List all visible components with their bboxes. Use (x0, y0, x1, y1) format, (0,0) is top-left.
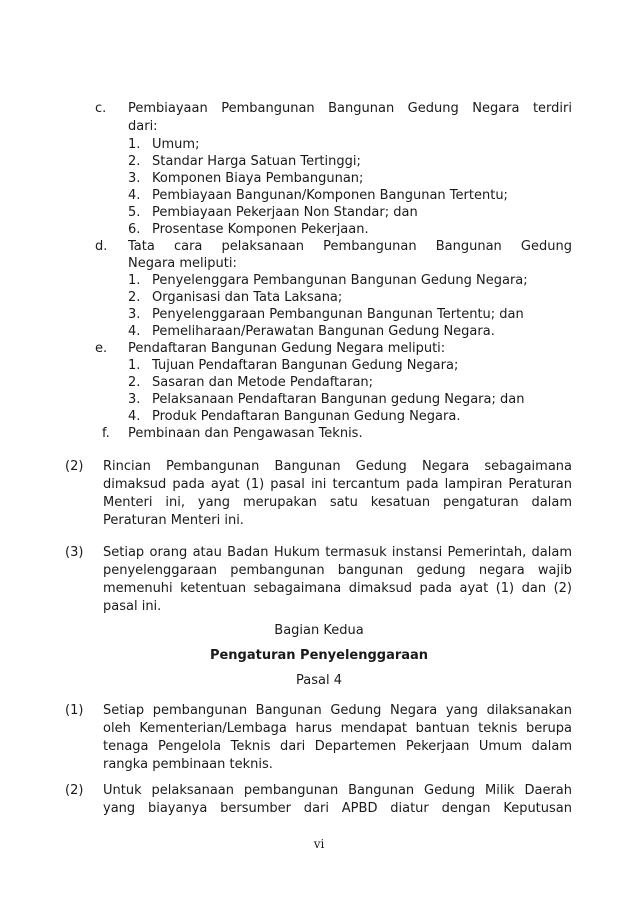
sub-item: Umum; (152, 137, 200, 152)
item-e-text: Pendaftaran Bangunan Gedung Negara meliputi: (128, 341, 446, 356)
pasal4-1-line: tenaga Pengelola Teknis dari Departemen Pekerjaan Umum dalam (103, 739, 572, 754)
sub-number: 5. (128, 205, 141, 220)
pasal4-2-line: yang biayanya bersumber dari APBD diatur dengan Keputusan (103, 801, 572, 816)
pasal4-2-marker: (2) (65, 783, 84, 798)
sub-number: 4. (128, 188, 141, 203)
para2-line: Rincian Pembangunan Bangunan Gedung Negara sebagaimana (103, 459, 572, 474)
sub-number: 4. (128, 324, 141, 339)
sub-number: 4. (128, 409, 141, 424)
sub-item: Tujuan Pendaftaran Bangunan Gedung Negara; (152, 358, 459, 373)
sub-item: Penyelenggara Pembangunan Bangunan Gedung Negara; (152, 273, 528, 288)
item-c-marker: c. (95, 101, 107, 116)
sub-number: 2. (128, 290, 141, 305)
item-c-text: Pembiayaan Pembangunan Bangunan Gedung Negara terdiri (128, 101, 572, 116)
pasal-heading: Pasal 4 (296, 673, 342, 688)
bagian-heading: Bagian Kedua (274, 623, 364, 638)
sub-item: Prosentase Komponen Pekerjaan. (152, 222, 369, 237)
sub-number: 6. (128, 222, 141, 237)
para2-marker: (2) (65, 459, 84, 474)
page-number: vi (313, 837, 325, 851)
para2-line: Menteri ini, yang merupakan satu kesatuan pengaturan dalam (103, 495, 572, 510)
sub-item: Penyelenggaraan Pembangunan Bangunan Tertentu; dan (152, 307, 524, 322)
pasal4-1-line: Setiap pembangunan Bangunan Gedung Negara yang dilaksanakan (103, 703, 572, 718)
pasal4-1-line: rangka pembinaan teknis. (103, 757, 273, 772)
para3-line: pasal ini. (103, 599, 162, 614)
pasal4-1-marker: (1) (65, 703, 84, 718)
sub-number: 2. (128, 375, 141, 390)
sub-item: Pembiayaan Bangunan/Komponen Bangunan Tertentu; (152, 188, 508, 203)
section-title: Pengaturan Penyelenggaraan (209, 648, 429, 663)
para2-line: dimaksud pada ayat (1) pasal ini tercantum pada lampiran Peraturan (103, 477, 572, 492)
sub-item: Komponen Biaya Pembangunan; (152, 171, 364, 186)
sub-number: 1. (128, 273, 141, 288)
item-d-marker: d. (95, 239, 108, 254)
para2-line: Peraturan Menteri ini. (103, 513, 244, 528)
sub-number: 3. (128, 392, 141, 407)
para3-marker: (3) (65, 545, 84, 560)
item-d-text-cont: Negara meliputi: (128, 256, 237, 271)
item-f-marker: f. (102, 426, 110, 441)
para3-line: penyelenggaraan pembangunan bangunan gedung negara wajib (103, 563, 572, 578)
sub-item: Pelaksanaan Pendaftaran Bangunan gedung Negara; dan (152, 392, 525, 407)
sub-item: Standar Harga Satuan Tertinggi; (152, 154, 361, 169)
sub-item: Pembiayaan Pekerjaan Non Standar; dan (152, 205, 418, 220)
sub-number: 2. (128, 154, 141, 169)
para3-line: memenuhi ketentuan sebagaimana dimaksud pada ayat (1) dan (2) (103, 581, 572, 596)
sub-number: 1. (128, 358, 141, 373)
pasal4-1-line: oleh Kementerian/Lembaga harus mendapat bantuan teknis berupa (103, 721, 572, 736)
para3-line: Setiap orang atau Badan Hukum termasuk instansi Pemerintah, dalam (103, 545, 572, 560)
item-c-text-cont: dari: (128, 119, 158, 134)
sub-item: Sasaran dan Metode Pendaftaran; (152, 375, 374, 390)
sub-number: 3. (128, 307, 141, 322)
item-d-text: Tata cara pelaksanaan Pembangunan Bangunan Gedung (128, 239, 572, 254)
item-e-marker: e. (95, 341, 108, 356)
sub-item: Produk Pendaftaran Bangunan Gedung Negara. (152, 409, 461, 424)
sub-number: 3. (128, 171, 141, 186)
item-f-text: Pembinaan dan Pengawasan Teknis. (128, 426, 363, 441)
sub-item: Pemeliharaan/Perawatan Bangunan Gedung Negara. (152, 324, 495, 339)
sub-item: Organisasi dan Tata Laksana; (152, 290, 343, 305)
sub-number: 1. (128, 137, 141, 152)
pasal4-2-line: Untuk pelaksanaan pembangunan Bangunan Gedung Milik Daerah (103, 783, 572, 798)
